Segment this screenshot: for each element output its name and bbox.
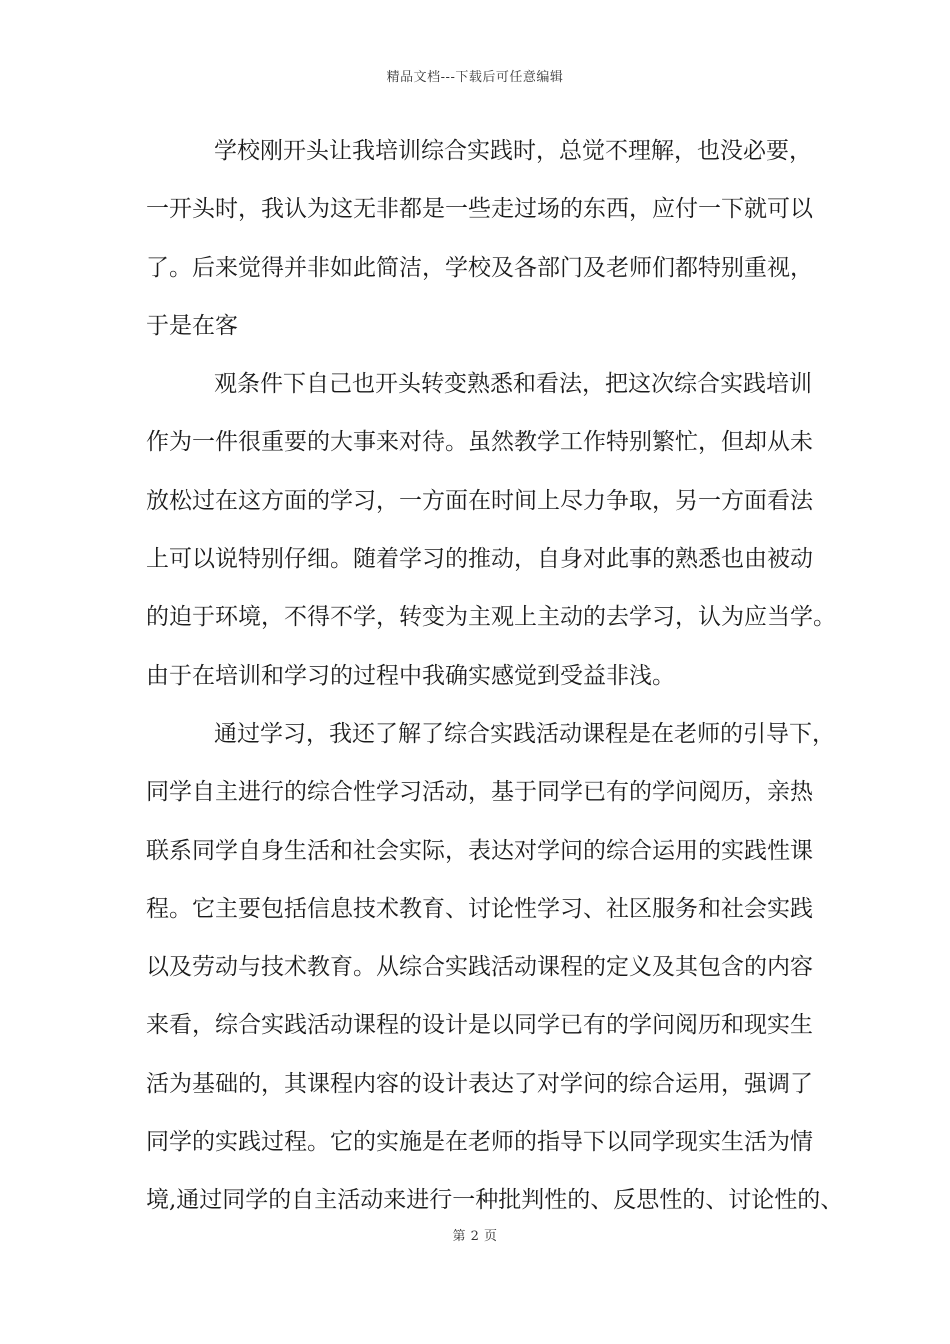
paragraph-line: 由于在培训和学习的过程中我确实感觉到受益非浅。 [146,662,675,689]
paragraph-line: 观条件下自己也开头转变熟悉和看法，把这次综合实践培训 [214,371,812,398]
paragraph-line: 活为基础的，其课程内容的设计表达了对学问的综合运用，强调了 [146,1070,813,1097]
document-body [146,131,844,1239]
paragraph-line: 境,通过同学的自主活动来进行一种批判性的、反思性的、讨论性的、 [146,1187,844,1214]
paragraph-line: 一开头时，我认为这无非都是一些走过场的东西，应付一下就可以 [146,196,813,223]
paragraph-line: 的迫于环境，不得不学，转变为主观上主动的去学习，认为应当学。 [146,604,836,631]
page-header: 精品文档---下载后可任意编辑 [386,70,564,85]
paragraph-line: 了。后来觉得并非如此简洁，学校及各部门及老师们都特别重视， [146,254,813,281]
paragraph-line: 于是在客 [146,312,238,339]
paragraph-line: 程。它主要包括信息技术教育、讨论性学习、社区服务和社会实践 [146,895,813,922]
paragraph-line: 同学自主进行的综合性学习活动，基于同学已有的学问阅历，亲热 [146,779,813,806]
page-number: 第 2 页 [452,1229,498,1244]
paragraph-line: 同学的实践过程。它的实施是在老师的指导下以同学现实生活为情 [146,1129,813,1156]
paragraph-line: 学校刚开头让我培训综合实践时，总觉不理解，也没必要， [214,138,812,164]
paragraph-line: 放松过在这方面的学习，一方面在时间上尽力争取，另一方面看法 [146,487,813,514]
paragraph-line: 以及劳动与技术教育。从综合实践活动课程的定义及其包含的内容 [146,954,813,981]
paragraph-line: 联系同学自身生活和社会实际，表达对学问的综合运用的实践性课 [146,837,813,864]
paragraph-line: 来看，综合实践活动课程的设计是以同学已有的学问阅历和现实生 [146,1012,813,1039]
paragraph-line: 上可以说特别仔细。随着学习的推动，自身对此事的熟悉也由被动 [146,546,813,573]
paragraph-line: 通过学习，我还了解了综合实践活动课程是在老师的引导下， [214,720,835,747]
paragraph-line: 作为一件很重要的大事来对待。虽然教学工作特别繁忙，但却从未 [146,429,813,456]
